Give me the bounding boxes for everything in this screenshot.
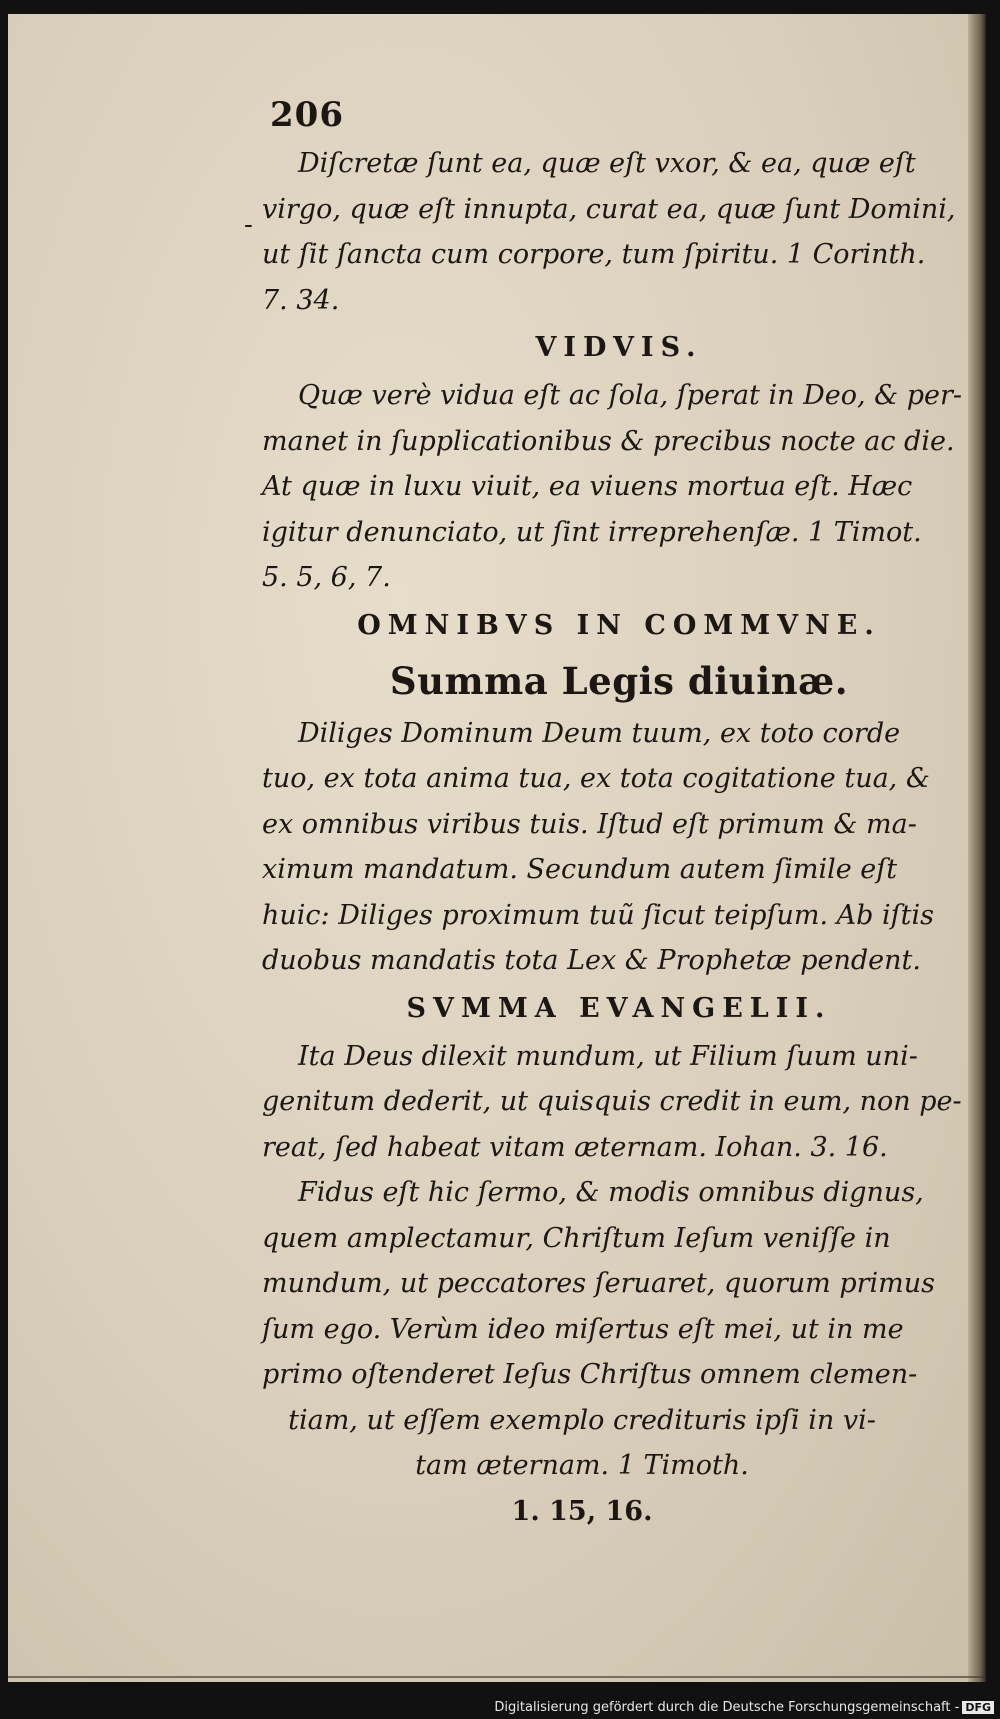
text-line: tiam, ut eſſem exemplo credituris ipſi in vi- [288,1404,876,1436]
text-line: mundum, ut peccatores ſeruaret, quorum primus [262,1268,936,1299]
paragraph-evangelii [262,1034,962,1171]
paragraph-summa-legis [262,711,962,984]
text-line: manet in ſupplicationibus & precibus nocte ac die. [262,425,955,457]
text-line: quem amplectamur, Chriſtum Ieſum veniſſe in [262,1222,891,1254]
text-line: tam æternam. 1 Timoth. [415,1450,749,1481]
text-line: reat, ſed habeat vitam æternam. Iohan. 3. 16. [262,1131,888,1163]
heading-summa-legis: Summa Legis diuinæ. [389,658,849,703]
paragraph-virgins [262,141,962,323]
text-line: Quæ verè vidua eſt ac ſola, ſperat in Deo, & per- [298,380,963,411]
text-line: 7. 34. [262,284,340,316]
text-line: ut ſit ſancta cum corpore, tum ſpiritu. 1 Corinth. [262,239,926,270]
text-line: tuo, ex tota anima tua, ex tota cogitatione tua, & [262,763,930,794]
text-line: Diſcretæ ſunt ea, quæ eſt vxor, & ea, quæ eſt [298,148,916,179]
heading-vidvis: VIDVIS. [535,332,703,363]
text-line: huic: Diliges proximum tuũ ſicut teipſum. Ab iſtis [262,899,934,931]
page-number: 206 [270,95,344,135]
text-line: ex omnibus viribus tuis. Iſtud eſt primum & ma- [262,808,917,840]
paragraph-closing [262,1398,962,1535]
text-line: ximum mandatum. Secundum autem ſimile eſt [262,854,898,885]
text-line: At quæ in luxu viuit, ea viuens mortua eſt. Hæc [262,471,913,502]
text-line: Diliges Dominum Deum tuum, ex toto corde [298,717,901,749]
page-edge [968,14,986,1682]
page-text [262,95,962,1534]
text-line: genitum dederit, ut quisquis credit in eum, non pe- [262,1086,962,1117]
text-line: virgo, quæ eſt innupta, curat ea, quæ ſunt Domini, [262,193,956,225]
heading-summa-evangelii: SVMMA EVANGELII. [406,992,832,1024]
text-line: Ita Deus dilexit mundum, ut Filium ſuum uni- [298,1040,918,1072]
text-line: ſum ego. Verùm ideo miſertus eſt mei, ut in me [262,1313,904,1345]
credit-text: Digitalisierung gefördert durch die Deutsche Forschungsgemeinschaft - [494,1700,960,1715]
text-line: 5. 5, 6, 7. [262,562,391,593]
paragraph-fidus-sermo [262,1170,962,1398]
marginal-dash: - [244,210,253,240]
text-line: igitur denunciato, ut ſint irreprehenſæ. 1 Timot. [262,516,922,548]
digitization-credit [494,1700,994,1715]
text-line: Fidus eſt hic ſermo, & modis omnibus dignus, [298,1177,924,1208]
page-bottom-edge [8,1676,986,1678]
heading-omnibus: OMNIBVS IN COMMVNE. [357,609,881,641]
citation-line: 1. 15, 16. [511,1495,653,1527]
text-line: primo oſtenderet Ieſus Chriſtus omnem clemen- [262,1359,918,1390]
paragraph-widows [262,373,962,601]
text-line: duobus mandatis tota Lex & Prophetæ pendent. [262,945,921,976]
dfg-logo: DFG [962,1701,994,1714]
